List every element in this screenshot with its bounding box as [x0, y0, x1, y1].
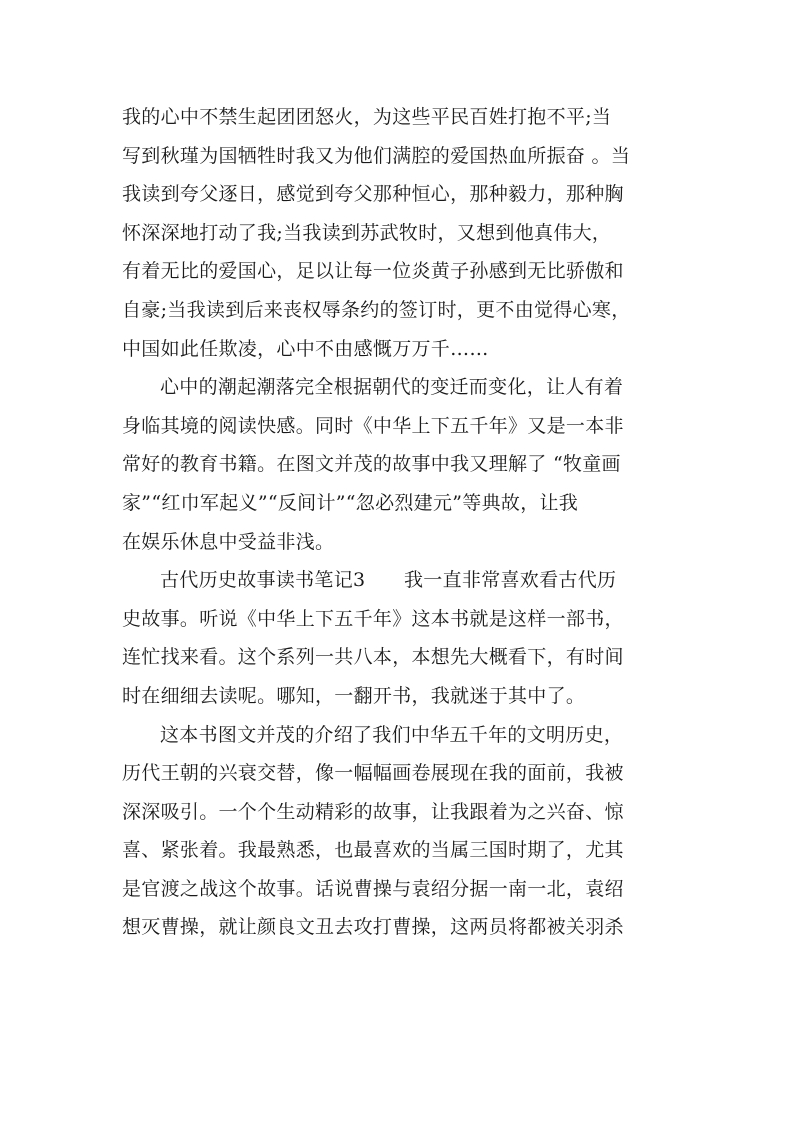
- paragraph-4: [122, 716, 682, 948]
- text-line: 心中的潮起潮落完全根据朝代的变迁而变化，让人有着: [160, 376, 624, 399]
- body-text: [122, 98, 682, 947]
- text-line: 常好的教育书籍。在图文并茂的故事中我又理解了 “牧童画: [122, 453, 621, 476]
- text-line: 喜、紧张着。我最熟悉，也最喜欢的当属三国时期了，尤其: [122, 839, 624, 862]
- text-line: 中国如此任欺凌，心中不由感慨万万千……: [122, 337, 489, 360]
- text-line: 深深吸引。一个个生动精彩的故事，让我跟着为之兴奋、惊: [122, 800, 624, 823]
- paragraph-2: [122, 368, 682, 561]
- text-line: 写到秋瑾为国牺牲时我又为他们满腔的爱国热血所振奋 。当: [122, 144, 631, 167]
- text-line: 历代王朝的兴衰交替，像一幅幅画卷展现在我的面前，我被: [122, 762, 624, 785]
- text-line: 自豪;当我读到后来丧权辱条约的签订时，更不由觉得心寒，: [122, 298, 631, 321]
- paragraph-1: [122, 98, 682, 368]
- text-line: 家”“红巾军起义”“反间计”“忽必烈建元”等典故，让我: [122, 491, 579, 514]
- text-line: 时在细细去读呢。哪知，一翻开书，我就迷于其中了。: [122, 684, 586, 707]
- text-line: 在娱乐休息中受益非浅。: [122, 530, 335, 553]
- text-line: 有着无比的爱国心，足以让每一位炎黄子孙感到无比骄傲和: [122, 260, 624, 283]
- text-line: 连忙找来看。这个系列一共八本，本想先大概看下，有时间: [122, 646, 624, 669]
- text-line: 想灭曹操，就让颜良文丑去攻打曹操，这两员将都被关羽杀: [122, 916, 624, 939]
- text-line: 是官渡之战这个故事。话说曹操与袁绍分据一南一北，袁绍: [122, 877, 624, 900]
- text-line: 身临其境的阅读快感。同时《中华上下五千年》又是一本非: [122, 414, 624, 437]
- text-line: 我的心中不禁生起团团怒火，为这些平民百姓打抱不平;当: [122, 106, 612, 128]
- paragraph-3: [122, 561, 682, 715]
- text-line: 我读到夸父逐日，感觉到夸父那种恒心，那种毅力，那种胸: [122, 183, 624, 206]
- text-line: 这本书图文并茂的介绍了我们中华五千年的文明历史，: [160, 723, 624, 746]
- text-line: 古代历史故事读书笔记3 我一直非常喜欢看古代历: [160, 569, 617, 592]
- text-line: 怀深深地打动了我;当我读到苏武牧时，又想到他真伟大，: [122, 221, 612, 244]
- text-line: 史故事。听说《中华上下五千年》这本书就是这样一部书，: [122, 607, 624, 630]
